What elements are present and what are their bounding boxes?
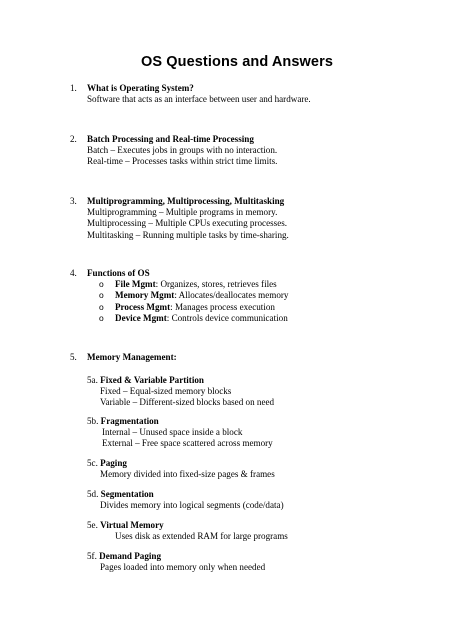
question-3	[70, 196, 289, 241]
subsection-heading: Demand Paging	[99, 551, 162, 561]
item-term: Process Mgmt	[115, 301, 171, 312]
answer-line: Multiprogramming – Multiple programs in memory.	[87, 207, 278, 218]
item-term: Device Mgmt	[115, 312, 167, 323]
answer-line: Software that acts as an interface between user and hardware.	[87, 94, 311, 105]
answer-line: Divides memory into logical segments (code/data)	[100, 500, 284, 511]
question-heading: Batch Processing and Real-time Processing	[87, 134, 254, 144]
question-number: 1.	[70, 83, 77, 93]
subsection-5a	[87, 375, 274, 409]
item-desc: : Controls device communication	[166, 312, 288, 323]
subsection-5f	[87, 551, 265, 573]
question-number: 5.	[70, 352, 77, 362]
bullet-icon: o	[99, 290, 104, 301]
item-desc: : Allocates/deallocates memory	[174, 290, 289, 301]
answer-line: Internal – Unused space inside a block	[102, 427, 243, 438]
list-item	[99, 279, 288, 290]
item-term: File Mgmt	[115, 279, 156, 290]
question-1	[70, 83, 311, 105]
question-5	[70, 352, 177, 363]
list-item	[99, 290, 289, 301]
question-heading: Multiprogramming, Multiprocessing, Multitasking	[87, 196, 285, 206]
item-desc: : Manages process execution	[170, 301, 275, 312]
subsection-label: 5f.	[87, 551, 97, 561]
question-4	[70, 268, 288, 324]
bullet-icon: o	[99, 301, 104, 312]
answer-line: Multiprocessing – Multiple CPUs executing processes.	[87, 218, 288, 229]
subsection-label: 5c.	[87, 458, 98, 468]
answer-line: Memory divided into fixed-size pages & frames	[100, 469, 275, 480]
answer-line: Multitasking – Running multiple tasks by time-sharing.	[87, 229, 289, 240]
question-heading: Memory Management:	[87, 352, 177, 362]
question-number: 3.	[70, 196, 77, 206]
list-item	[99, 312, 288, 324]
question-heading: Functions of OS	[87, 268, 150, 278]
page-title: OS Questions and Answers	[140, 54, 334, 70]
subsection-heading: Paging	[100, 458, 127, 468]
subsection-5d	[87, 489, 284, 511]
question-number: 2.	[70, 134, 77, 144]
subsection-label: 5e.	[87, 520, 98, 530]
subsection-heading: Virtual Memory	[100, 520, 164, 530]
answer-line: Uses disk as extended RAM for large programs	[115, 531, 288, 542]
subsection-label: 5a.	[87, 375, 98, 385]
list-item	[99, 301, 288, 313]
subsection-label: 5d.	[87, 489, 99, 499]
subsection-heading: Segmentation	[100, 489, 154, 499]
answer-line: External – Free space scattered across memory	[102, 438, 273, 449]
question-heading: What is Operating System?	[87, 83, 194, 93]
answer-line: Pages loaded into memory only when needed	[100, 562, 266, 573]
item-term: Memory Mgmt	[115, 290, 175, 301]
bullet-icon: o	[99, 312, 104, 323]
subsection-heading: Fixed & Variable Partition	[100, 375, 204, 385]
item-desc: : Organizes, stores, retrieves files	[155, 279, 277, 290]
subsection-5c	[87, 458, 275, 480]
answer-line: Real-time – Processes tasks within strict time limits.	[87, 156, 278, 167]
answer-line: Fixed – Equal-sized memory blocks	[100, 386, 232, 397]
bullet-icon: o	[99, 279, 104, 290]
subsection-heading: Fragmentation	[100, 416, 159, 426]
subsection-5e	[87, 520, 288, 542]
functions-list	[99, 279, 289, 324]
subsection-label: 5b.	[87, 416, 99, 426]
answer-line: Variable – Different-sized blocks based on need	[100, 397, 275, 408]
answer-line: Batch – Executes jobs in groups with no interaction.	[87, 145, 278, 156]
question-number: 4.	[70, 268, 77, 278]
question-2	[70, 134, 277, 168]
subsection-5b	[87, 416, 273, 450]
